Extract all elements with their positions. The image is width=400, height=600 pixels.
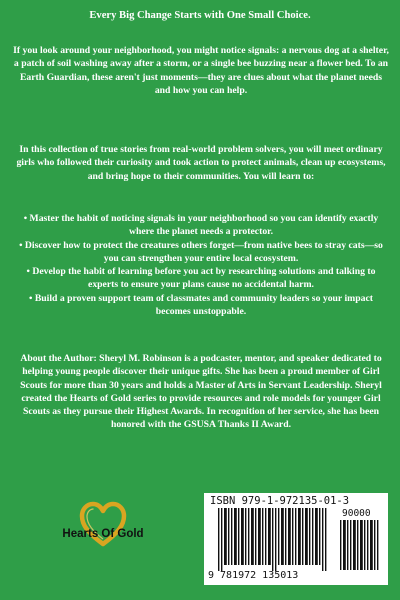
logo-text: Hearts Of Gold — [62, 528, 144, 540]
price-code: 90000 — [342, 508, 371, 519]
list-item: • Develop the habit of learning before you act by researching solutions and talking to experts to ensure your plans cause no accidental harm. — [26, 266, 376, 291]
list-item: • Discover how to protect the creatures others forget—from native bees to stray cats—so you can strengthen your entire local ecosystem. — [19, 239, 383, 264]
tagline: Every Big Change Starts with One Small Choice. — [89, 10, 311, 21]
author-bio: About the Author: Sheryl M. Robinson is a podcaster, mentor, and speaker dedicated to helping young people discover their unique gifts. She has been a proud member of Girl Scouts for more than 30 years and holds a Master of Arts in Servant Leadership. Sheryl created the Hearts of Gold series to provide resources and role models for younger Girl Scouts as they pursue their Highest Awards. In recognition of her service, she has been honored with the GSUSA Thanks II Award. — [20, 353, 382, 431]
stories-paragraph: In this collection of true stories from real-world problem solvers, you will meet ordinary girls who followed their curiosity and took action to protect animals, clean up ecosystems, and bring hope to their communities. You will learn to: — [16, 144, 386, 182]
list-item: • Build a proven support team of classmates and community leaders so your impact becomes unstoppable. — [29, 292, 373, 318]
barcode-digits: 9 781972 135013 — [208, 570, 299, 581]
isbn-number: ISBN 979-1-972135-01-3 — [210, 495, 350, 507]
isbn-barcode — [204, 493, 388, 585]
hearts-of-gold-logo — [28, 500, 178, 570]
barcode-bars — [218, 508, 330, 571]
learning-list — [12, 212, 390, 318]
addon-barcode-bars — [340, 520, 380, 570]
intro-paragraph: If you look around your neighborhood, you might notice signals: a nervous dog at a shelter, a patch of soil washing away after a storm, or a single bee buzzing near a flower bed. To an Earth Guardian, these aren't just moments—they are clues about what the planet needs and how you can help. — [13, 45, 389, 96]
gold-heart-icon — [78, 500, 128, 550]
list-item: • Master the habit of noticing signals in your neighborhood so you can identify exactly where the planet needs a protector. — [23, 213, 379, 238]
